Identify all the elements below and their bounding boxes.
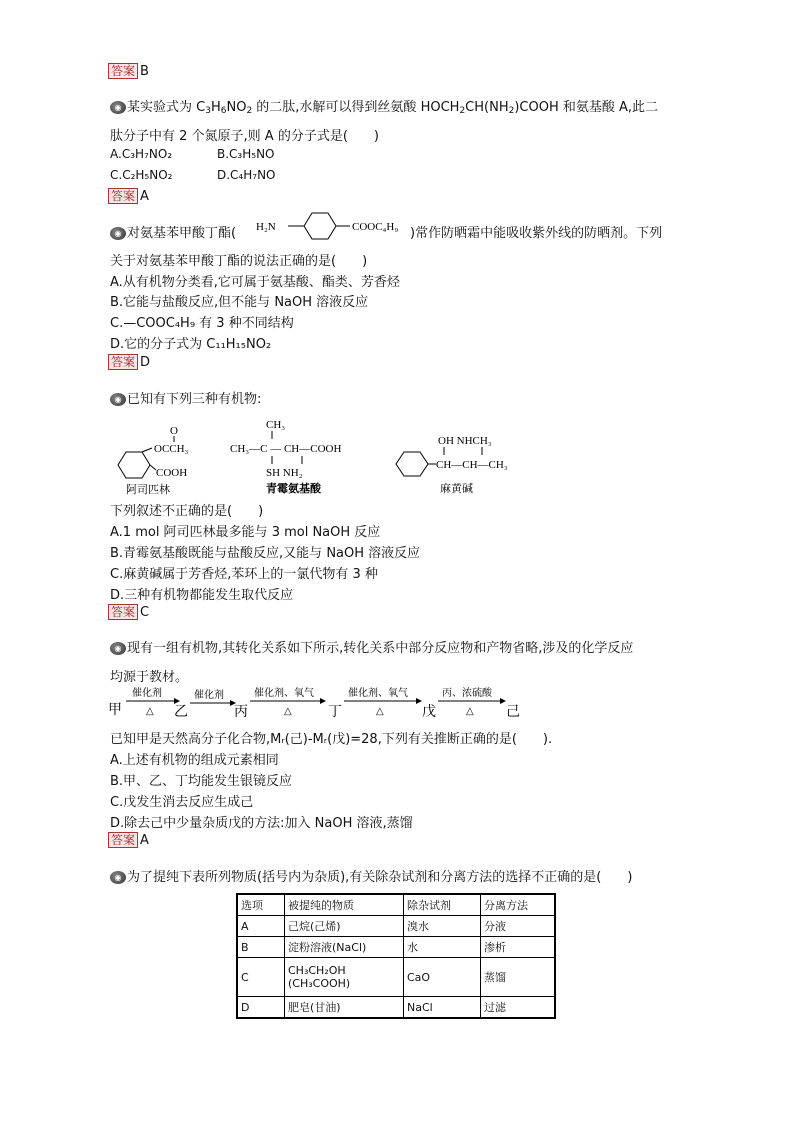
svg-text:O: O <box>170 425 178 437</box>
answer-label: 答案 <box>108 832 138 848</box>
purification-table <box>236 893 556 1019</box>
svg-text:△: △ <box>284 706 292 717</box>
option-d: D.它的分子式为 C₁₁H₁₅NO₂ <box>110 337 272 352</box>
svg-text:COOH: COOH <box>156 467 188 479</box>
option-b: B.它能与盐酸反应,但不能与 NaOH 溶液反应 <box>110 295 369 310</box>
svg-text:催化剂、氧气: 催化剂、氧气 <box>348 688 408 699</box>
answer-value: D <box>140 355 151 370</box>
question-q2-line1-tail: )常作防晒霜中能吸收紫外线的防晒剂。下列 <box>410 226 663 241</box>
option-b: B.C₃H₅NO <box>217 147 275 161</box>
answer-value: A <box>140 833 149 848</box>
question-q3-line2: 下列叙述不正确的是( ) <box>110 504 264 519</box>
chain-yi: 乙 <box>174 704 188 720</box>
table-header-row <box>237 894 555 916</box>
butyl-aminobenzoate-structure <box>254 208 412 246</box>
question-q4-line3: 已知甲是天然高分子化合物,Mᵣ(己)-Mᵣ(戊)=28,下列有关推断正确的是( ). <box>110 732 553 747</box>
table-header-cell: 选项 <box>237 894 285 916</box>
table-row: B 淀粉溶液(NaCl) 水 渗析 <box>237 937 555 958</box>
question-q5-line1: ◉ 为了提纯下表所列物质(括号内为杂质),有关除杂试剂和分离方法的选择不正确的是( ) <box>110 866 632 885</box>
svg-text:CH—CH—CH₃: CH—CH—CH₃ <box>436 459 508 471</box>
question-q4-line2: 均源于教材。 <box>110 670 189 685</box>
svg-text:COOC₄H₉: COOC₄H₉ <box>352 221 399 233</box>
svg-text:催化剂: 催化剂 <box>132 688 162 699</box>
svg-text:△: △ <box>466 706 474 717</box>
question-q1-line2: 肽分子中有 2 个氮原子,则 A 的分子式是( ) <box>110 129 379 144</box>
question-icon: ◉ <box>110 227 126 240</box>
svg-text:OCCH₃: OCCH₃ <box>154 443 189 455</box>
option-b: B.甲、乙、丁均能发生银镜反应 <box>110 774 293 789</box>
option-a: A.从有机物分类看,它可属于氨基酸、酯类、芳香烃 <box>110 275 400 290</box>
answer-label: 答案 <box>108 604 138 620</box>
answer-label: 答案 <box>108 354 138 370</box>
svg-text:△: △ <box>146 706 154 717</box>
conversion-chain <box>104 684 534 724</box>
option-c: C.麻黄碱属于芳香烃,苯环上的一氯代物有 3 种 <box>110 567 378 582</box>
option-c: C.戊发生消去反应生成己 <box>110 795 254 810</box>
option-c: C.C₂H₅NO₂ <box>110 168 173 182</box>
chain-wu: 戊 <box>422 704 436 720</box>
table-header-cell: 被提纯的物质 <box>285 894 404 916</box>
chain-ding: 丁 <box>328 704 342 720</box>
chain-bing: 丙 <box>234 704 248 720</box>
svg-text:丙、浓硫酸: 丙、浓硫酸 <box>442 688 492 699</box>
option-d: D.除去己中少量杂质戊的方法:加入 NaOH 溶液,蒸馏 <box>110 816 413 831</box>
question-q4-line1: ◉ 现有一组有机物,其转化关系如下所示,转化关系中部分反应物和产物省略,涉及的化学反应 <box>110 637 633 656</box>
table-header-cell: 除杂试剂 <box>404 894 481 916</box>
svg-text:催化剂、氧气: 催化剂、氧气 <box>254 688 314 699</box>
option-a: A.C₃H₇NO₂ <box>110 147 173 161</box>
aspirin-label: 阿司匹林 <box>126 483 170 496</box>
table-row: A 己烷(己烯) 溴水 分液 <box>237 916 555 937</box>
penicillamine-label: 青霉氨基酸 <box>266 482 321 495</box>
penicillamine-structure <box>228 416 378 500</box>
answer-label: 答案 <box>108 63 138 79</box>
answer-line-q1 <box>108 188 149 204</box>
option-d: D.C₄H₇NO <box>217 168 276 182</box>
aspirin-structure <box>108 420 218 500</box>
ephedrine-structure <box>390 430 540 500</box>
option-b: B.青霉氨基酸既能与盐酸反应,又能与 NaOH 溶液反应 <box>110 546 421 561</box>
answer-line-q2 <box>108 354 150 370</box>
answer-label: 答案 <box>108 188 138 204</box>
table-row: C CH₃CH₂OH (CH₃COOH) CaO 蒸馏 <box>237 958 555 997</box>
answer-value: C <box>140 605 150 620</box>
table-header-cell: 分离方法 <box>481 894 556 916</box>
question-q1-line1: ◉ 某实验式为 $C_3H_6NO_2$ 的二肽,水解可以得到丝氨酸 $HOCH_2CH(NH_2)COOH$ 和氨基酸 A,此二 <box>110 96 658 116</box>
svg-text:△: △ <box>376 706 384 717</box>
answer-value: A <box>140 189 149 204</box>
answer-line-q0 <box>108 63 149 79</box>
question-icon: ◉ <box>110 101 126 114</box>
ephedrine-label: 麻黄碱 <box>440 482 473 495</box>
chain-jia: 甲 <box>108 702 122 718</box>
question-icon: ◉ <box>110 642 126 655</box>
question-icon: ◉ <box>110 871 126 884</box>
option-c: C.—COOC₄H₉ 有 3 种不同结构 <box>110 316 294 331</box>
chain-ji: 己 <box>506 704 520 720</box>
option-a: A.1 mol 阿司匹林最多能与 3 mol NaOH 反应 <box>110 525 381 540</box>
question-q2-line1: ◉ 对氨基苯甲酸丁酯( <box>110 222 236 241</box>
svg-text:CH₃—C — CH—COOH: CH₃—C — CH—COOH <box>230 443 342 455</box>
svg-text:CH₃: CH₃ <box>266 419 286 431</box>
question-q3-line1: ◉ 已知有下列三种有机物: <box>110 388 261 407</box>
svg-text:催化剂: 催化剂 <box>194 690 224 701</box>
svg-text:OH NHCH₃: OH NHCH₃ <box>438 435 492 447</box>
answer-line-q4 <box>108 832 149 848</box>
option-a: A.上述有机物的组成元素相同 <box>110 753 279 768</box>
question-q2-line2: 关于对氨基苯甲酸丁酯的说法正确的是( ) <box>110 254 368 269</box>
table-row: D 肥皂(甘油) NaCl 过滤 <box>237 997 555 1019</box>
svg-text:H₂N: H₂N <box>256 221 276 233</box>
svg-text:SH NH₂: SH NH₂ <box>266 467 303 479</box>
answer-value: B <box>140 64 149 79</box>
question-icon: ◉ <box>110 393 126 406</box>
option-d: D.三种有机物都能发生取代反应 <box>110 588 294 603</box>
answer-line-q3 <box>108 604 149 620</box>
